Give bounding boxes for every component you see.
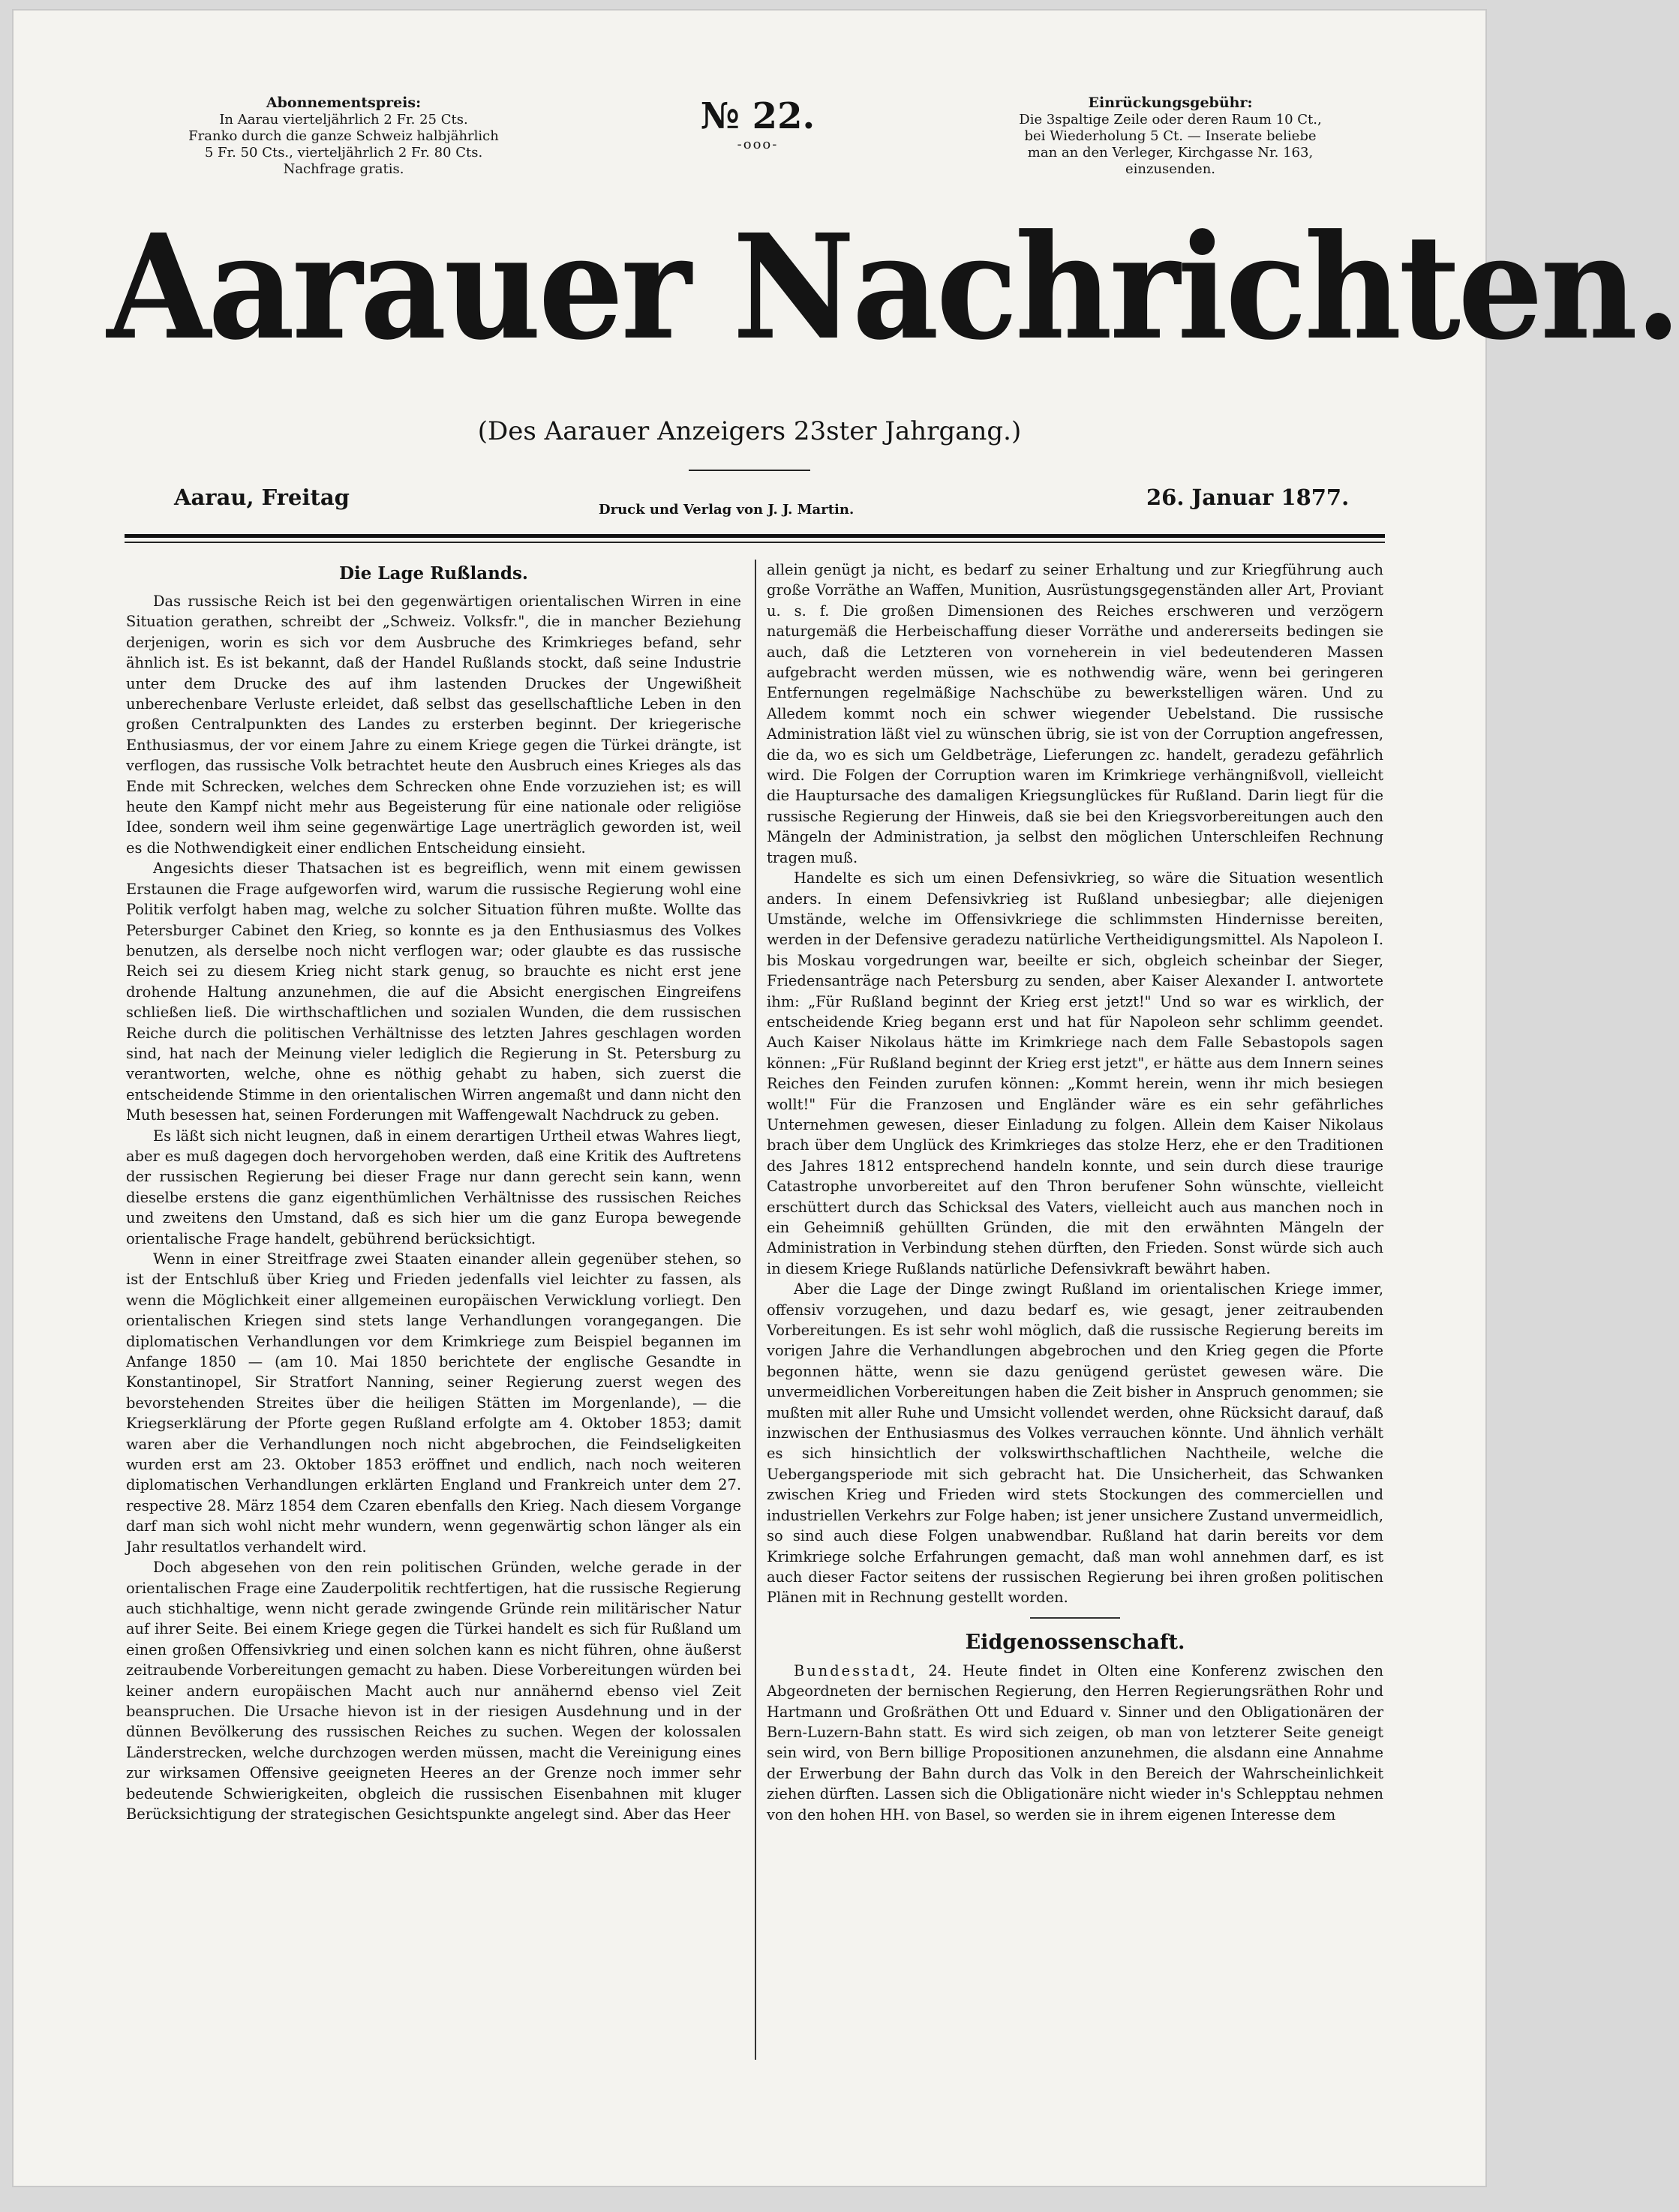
masthead-block [59, 202, 1679, 374]
article-paragraph: Angesichts dieser Thatsachen ist es begreiflich, wenn mit einem gewissen Erstaunen die Frage aufgeworfen wird, warum die russische Regierung wohl eine Politik verfolgt haben mag, welche zu solcher Situation führen mußte. Wollte das Petersburger Cabinet den Krieg, so konnte es ja den Enthusiasmus des Volkes benutzen, als derselbe noch nicht verflogen war; oder glaubte es das russische Reich sei zu diesem Krieg nicht stark genug, so brauchte es nicht erst jene drohende Haltung anzunehmen, die auf die Absicht energischen Eingreifens schließen ließ. Die wirthschaftlichen und sozialen Wunden, die dem russischen Reiche durch die politischen Verhältnisse des letzten Jahres geschlagen worden sind, hat nach der Meinung vieler lediglich die Regierung in St. Petersburg zu verantworten, welche, ohne es nöthig gehabt zu haben, sich zuerst die entscheidende Stimme in den orientalischen Wirren angemaßt und dann nicht den Muth besessen hat, seinen Forderungen mit Waffengewalt Nachdruck zu geben. [126, 860, 741, 1124]
subscription-line: Nachfrage gratis. [283, 161, 404, 177]
subtitle-block [299, 416, 1200, 447]
article-paragraph: Handelte es sich um einen Defensivkrieg, so wäre die Situation wesentlich anders. In einem Defensivkrieg ist Rußland unbesiegbar; alle diejenigen Umstände, welche im Offensivkriege die schlimmsten Hindernisse bereiten, werden in der Defensive geradezu natürliche Vertheidigungsmittel. Als Napoleon I. bis Moskau vorgedrungen war, beeilte er sich, obgleich scheinbar der Sieger, Friedensanträge nach Petersburg zu senden, aber Kaiser Alexander I. antwortete ihm: „Für Rußland beginnt der Krieg erst jetzt!" Und so war es wirklich, der entscheidende Krieg begann erst und hat für Napoleon sehr schlimm geendet. Auch Kaiser Nikolaus hätte im Krimkriege nach dem Falle Sebastopols sagen können: „Für Rußland beginnt der Krieg erst jetzt", er hätte aus dem Innern seines Reiches den Feinden zurufen können: „Kommt herein, wenn ihr mich besiegen wollt!" Für die Franzosen und Engländer wäre es ein sehr gefährliches Unternehmen gewesen, dieser Einladung zu folgen. Allein dem Kaiser Nikolaus brach über dem Unglück des Krimkrieges das stolze Herz, ehe er den Traditionen des Jahres 1812 entsprechend handeln konnte, und sein durch diese traurige Catastrophe unvorbereitet auf den Thron berufener Sohn wünschte, vielleicht erschüttert durch das Schicksal des Vaters, vielleicht auch aus manchen noch in ein Geheimniß gehüllten Gründen, die mit den erwähnten Mängeln der Administration in Verbindung stehen dürften, den Frieden. Sonst würde sich auch in diesem Kriege Rußlands natürliche Defensivkraft bewährt haben. [767, 869, 1383, 1277]
issue-date: 26. Januar 1877. [1146, 485, 1350, 510]
insertion-line: man an den Verleger, Kirchgasse Nr. 163, [1027, 145, 1314, 161]
printer-line: Druck und Verlag von J. J. Martin. [599, 502, 855, 518]
header-rule-bottom [125, 542, 1385, 543]
article-title: Die Lage Rußlands. [339, 563, 528, 584]
article-paragraph: Das russische Reich ist bei den gegenwärtigen orientalischen Wirren in eine Situation gerathen, schreibt der „Schweiz. Volksfr.", die in mancher Beziehung derjenigen, worin es sich vor dem Ausbruche des Krimkrieges befand, sehr ähnlich ist. Es ist bekannt, daß der Handel Rußlands stockt, daß seine Industrie unter dem Drucke des auf ihm lastenden Druckes der Ungewißheit unberechenbare Verluste erleidet, daß selbst das gesellschaftliche Leben in den großen Centralpunkten des Landes zu ersterben beginnt. Der kriegerische Enthusiasmus, der vor einem Jahre zu einem Kriege gegen die Türkei drängte, ist verflogen, das russische Volk betrachtet heute den Ausbruch eines Krieges als das Ende mit Schrecken, welches dem Schrecken ohne Ende vorzuziehen ist; es will heute den Kampf nicht mehr aus Begeisterung für eine nationale oder religiöse Idee, sondern weil ihm seine gegenwärtige Lage unerträglich geworden ist, weil es die Nothwendigkeit einer endlichen Entscheidung einsieht. [126, 593, 741, 857]
article-paragraph: Doch abgesehen von den rein politischen Gründen, welche gerade in der orientalischen Frage eine Zauderpolitik rechtfertigen, hat die russische Regierung auch stichhaltige, wenn nicht gerade zwingende Gründe rein militärischer Natur auf ihrer Seite. Bei einem Kriege gegen die Türkei handelt es sich für Rußland um einen großen Offensivkrieg und einen solchen kann es nicht führen, ohne äußerst zeitraubende Vorbereitungen gemacht zu haben. Diese Vorbereitungen würden bei keiner andern europäischen Macht auch nur annähernd ebenso viel Zeit beanspruchen. Die Ursache hievon ist in der riesigen Ausdehnung und in der dünnen Bevölkerung des russischen Reiches zu suchen. Wegen der kolossalen Länderstrecken, welche durchzogen werden müssen, macht die Vereinigung eines zur wirksamen Offensive geeigneten Heeres an der Grenze noch immer sehr bedeutende Schwierigkeiten, obgleich die russischen Eisenbahnen mit kluger Berücksichtigung der strategischen Gesichtspunkte angelegt sind. Aber das Heer [126, 1559, 741, 1823]
issue-number-block [668, 95, 848, 152]
subscription-box [149, 95, 539, 178]
subscription-heading: Abonnementspreis: [266, 95, 422, 111]
article-paragraph: allein genügt ja nicht, es bedarf zu seiner Erhaltung und zur Kriegführung auch große Vorräthe an Waffen, Munition, Ausrüstungsgegenständen aller Art, Proviant u. s. f. Die großen Dimensionen des Reiches erschweren und verzögern naturgemäß die Herbeischaffung dieser Vorräthe und andererseits bedingen sie auch, daß die Letzteren von vorneherein in viel bedeutenderen Massen aufgebracht werden müssen, wie es nothwendig wäre, wenn bei geringeren Entfernungen regelmäßige Nachschübe zu bewerkstelligen wären. Und zu Alledem kommt noch ein schwer wiegender Uebelstand. Die russische Administration läßt viel zu wünschen übrig, sie ist von der Corruption angefressen, die da, wo es sich um Geldbeträge, Lieferungen zc. handelt, geradezu gefährlich wird. Die Folgen der Corruption waren im Krimkriege verhängnißvoll, vielleicht die Hauptursache des damaligen Kriegsunglückes für Rußland. Darin liegt für die russische Regierung der Hinweis, daß sie bei den Kriegsvorbereitungen auch den Mängeln der Administration, ja selbst den möglichen Unterschleifen Rechnung tragen muß. [767, 561, 1383, 866]
insertion-line: Die 3spaltige Zeile oder deren Raum 10 Ct., [1019, 112, 1322, 128]
subscription-line: In Aarau vierteljährlich 2 Fr. 25 Cts. [219, 112, 468, 128]
header-rule-top [125, 534, 1385, 538]
section-paragraph [767, 1661, 1383, 1825]
insertion-line: einzusenden. [1125, 161, 1216, 177]
section-dateline: Bundesstadt, [794, 1661, 918, 1679]
subscription-line: Franko durch die ganze Schweiz halbjährlich [188, 128, 499, 144]
masthead-title: Aarauer Nachrichten. [107, 203, 1679, 372]
masthead-subtitle: (Des Aarauer Anzeigers 23ster Jahrgang.) [477, 416, 1022, 446]
insertion-heading: Einrückungsgebühr: [1088, 95, 1253, 111]
newspaper-page [14, 11, 1679, 2186]
section-text: 24. Heute findet in Olten eine Konferenz zwischen den Abgeordneten der bernischen Regierung, den Herren Regierungsräthen Rohr und Hartmann und Großräthen Ott und Eduard v. Sinner und den Obligationären der Bern-Luzern-Bahn statt. Es wird sich zeigen, ob man von letzterer Seite geneigt sein wird, von Bern billige Propositionen anzunehmen, die alsdann eine Annahme der Erwerbung der Bahn durch das Volk in den Bereich der Wahrscheinlichkeit ziehen dürften. Lassen sich die Obligationäre nicht wieder in's Schlepptau nehmen von den hohen HH. von Basel, so werden sie in ihrem eigenen Interesse dem [767, 1661, 1383, 1823]
subscription-line: 5 Fr. 50 Cts., vierteljährlich 2 Fr. 80 Cts. [204, 145, 483, 161]
article-paragraph: Wenn in einer Streitfrage zwei Staaten einander allein gegenüber stehen, so ist der Entschluß über Krieg und Frieden jedenfalls viel leichter zu fassen, als wenn die Möglichkeit einer allgemeinen europäischen Verwicklung vorliegt. Den orientalischen Kriegen sind stets lange Verhandlungen vorangegangen. Die diplomatischen Verhandlungen vor dem Krimkriege zum Beispiel begannen im Anfange 1850 — (am 10. Mai 1850 berichtete der englische Gesandte in Konstantinopel, Sir Stratfort Nanning, seiner Regierung zuerst wegen des bevorstehenden Streites über die heiligen Stätten im Morgenlande), — die Kriegserklärung der Pforte gegen Rußland erfolgte am 4. Oktober 1853; damit waren aber die Verhandlungen noch nicht abgebrochen, die Feindseligkeiten wurden erst am 23. Oktober 1853 eröffnet und endlich, nach noch weiteren diplomatischen Verhandlungen erklärten England und Frankreich unter dem 27. respective 28. März 1854 dem Czaren ebenfalls den Krieg. Nach diesem Vorgange darf man sich wohl nicht mehr wundern, wenn gegenwärtig schon länger als ein Jahr resultatlos verhandelt wird. [126, 1250, 741, 1556]
article-paragraph: Aber die Lage der Dinge zwingt Rußland im orientalischen Kriege immer, offensiv vorzugehen, und dazu bedarf es, wie gesagt, jener zeitraubenden Vorbereitungen. Es ist sehr wohl möglich, daß die russische Regierung bereits im vorigen Jahre die Verhandlungen abgebrochen und den Krieg gegen die Pforte begonnen hätte, wenn sie dazu genügend gerüstet gewesen wäre. Die unvermeidlichen Vorbereitungen haben die Zeit bisher in Anspruch genommen; sie mußten mit aller Ruhe und Umsicht vollendet werden, ohne Rücksicht darauf, daß inzwischen der Enthusiasmus des Volkes verrauchen könnte. Und ähnlich verhält es sich hinsichtlich der volkswirthschaftlichen Nachtheile, welche die Uebergangsperiode mit sich gebracht hat. Die Unsicherheit, das Schwanken zwischen Krieg und Frieden wird stets Stockungen des commerciellen und industriellen Verkehrs zur Folge haben; ist jener unsichere Zustand unvermeidlich, so sind auch diese Folgen unabwendbar. Rußland hat darin bereits vor dem Krimkriege solche Erfahrungen gemacht, daß man wohl annehmen darf, es ist auch dieser Factor seitens der russischen Regierung bei ihren großen politischen Plänen mit in Rechnung gestellt worden. [767, 1280, 1383, 1607]
issue-ornament: -ooo- [737, 137, 779, 152]
left-column [126, 560, 741, 1824]
right-column [767, 560, 1383, 1825]
insertion-line: bei Wiederholung 5 Ct. — Inserate beliebe [1024, 128, 1317, 144]
subtitle-divider [689, 470, 810, 471]
section-divider [1030, 1617, 1120, 1619]
issue-number: № 22. [700, 95, 815, 137]
column-divider [755, 560, 756, 2060]
insertion-fee-box [975, 95, 1365, 178]
place-day: Aarau, Freitag [174, 485, 350, 510]
section-title: Eidgenossenschaft. [965, 1630, 1185, 1654]
article-paragraph: Es läßt sich nicht leugnen, daß in einem derartigen Urtheil etwas Wahres liegt, aber es muß dagegen doch hervorgehoben werden, daß eine Kritik des Auftretens der russischen Regierung bei dieser Frage nur dann gerecht sein kann, wenn dieselbe erstens die ganz eigenthümlichen Verhältnisse des russischen Reiches und zweitens den Umstand, daß es sich hier um die ganz Europa bewegende orientalische Frage handelt, gebührend berücksichtigt. [126, 1127, 741, 1247]
